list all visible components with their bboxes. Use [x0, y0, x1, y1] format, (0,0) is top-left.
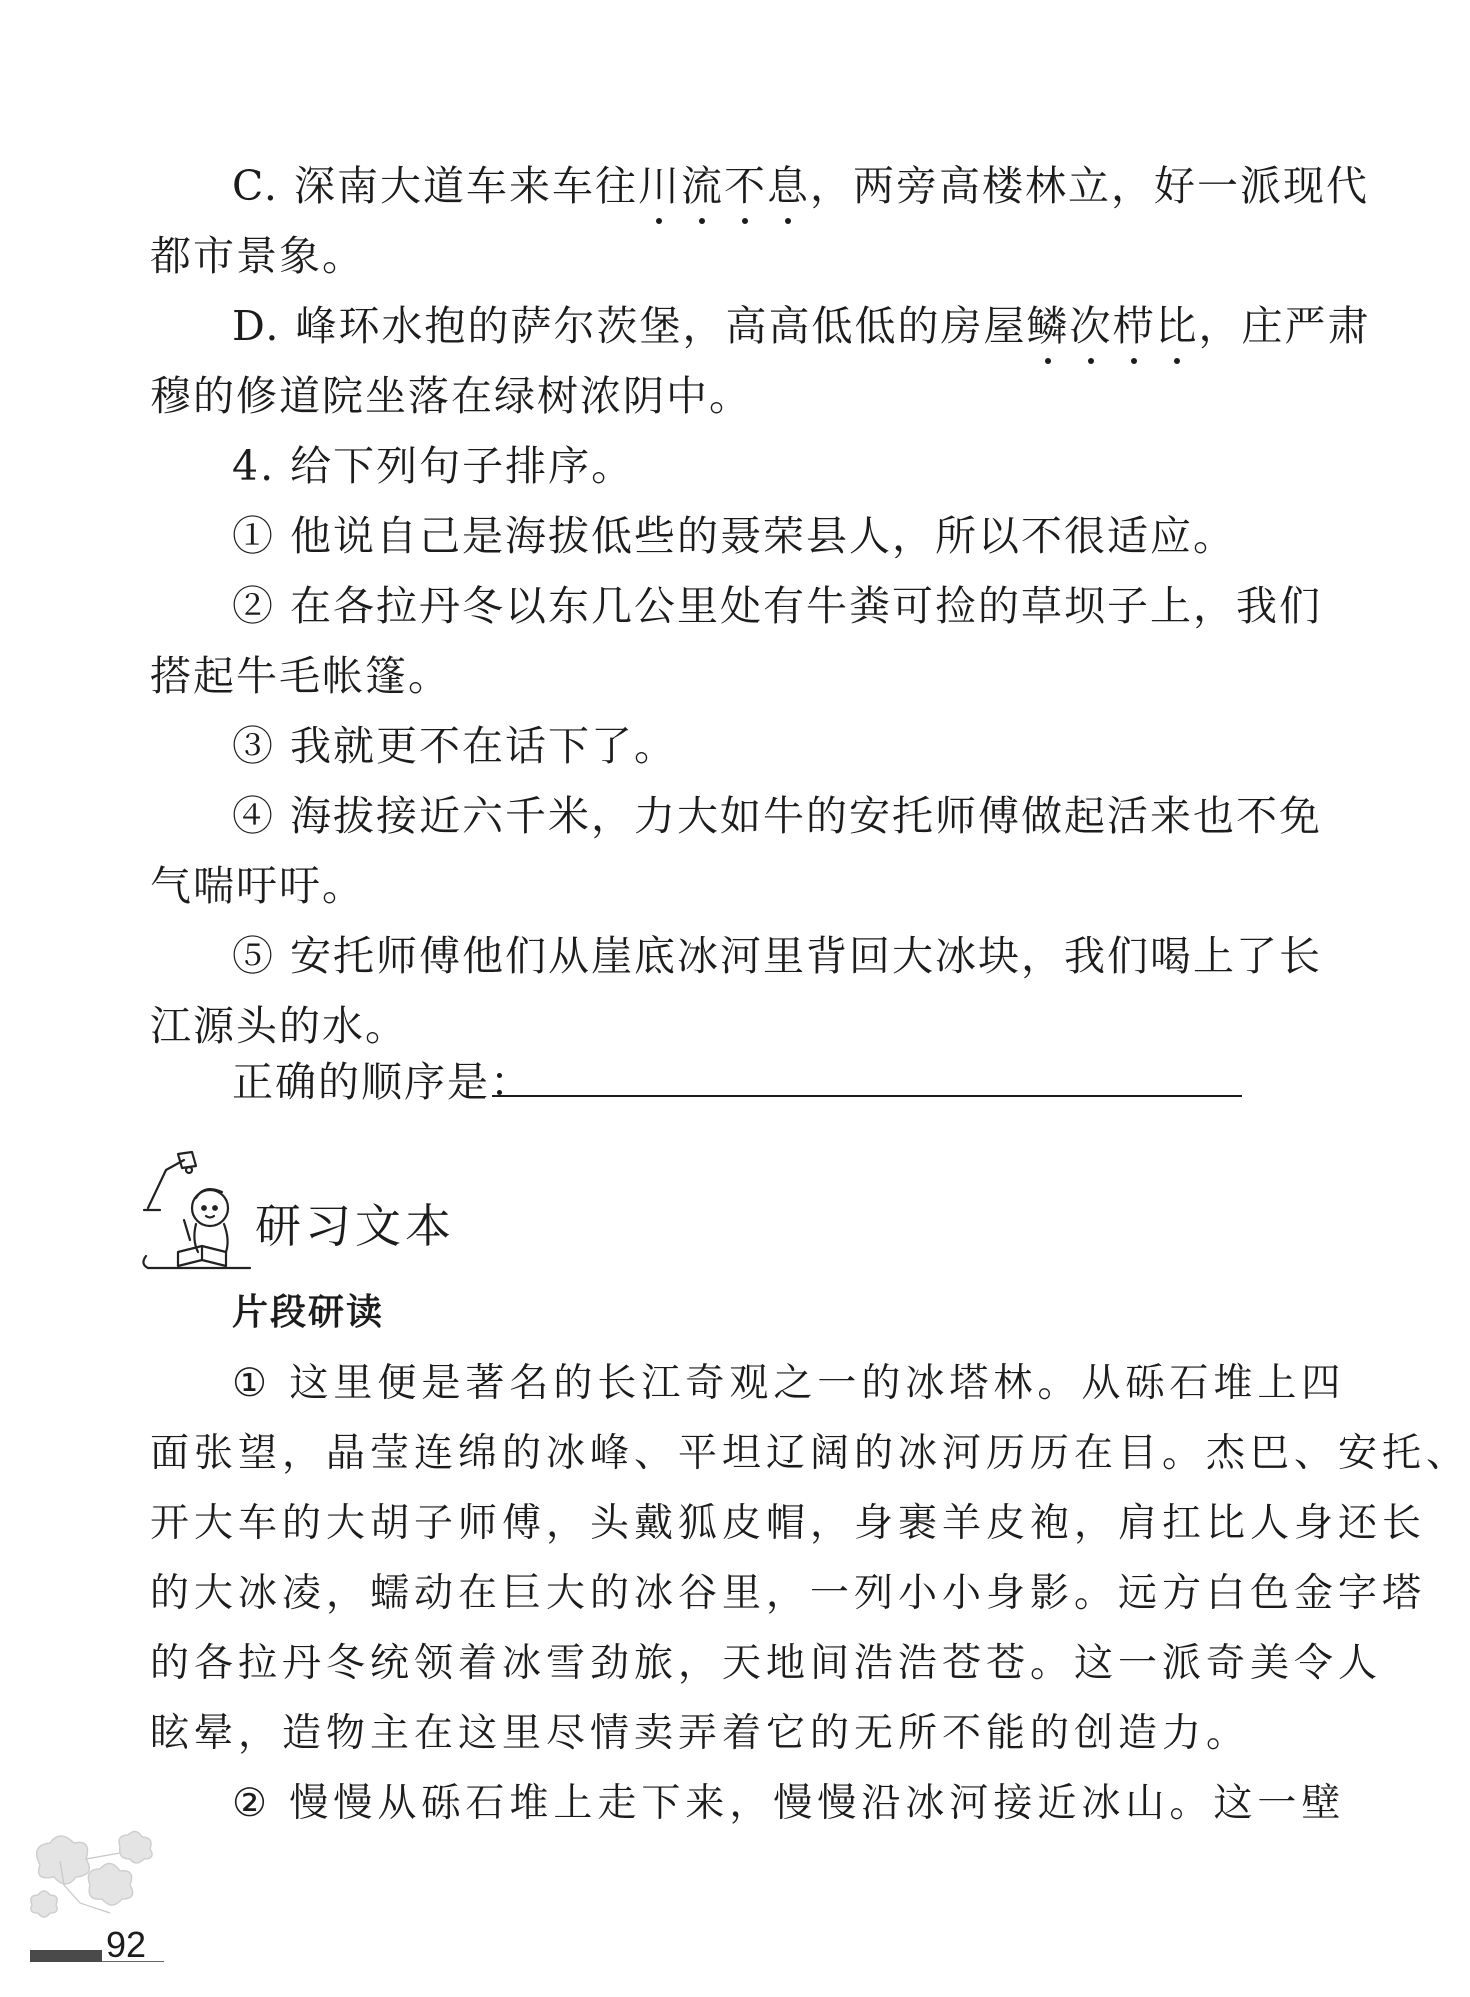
answer-blank-line[interactable]: [492, 1095, 1242, 1097]
option-d-text: D. 峰环水抱的萨尔茨堡，高高低低的房屋: [232, 302, 1027, 350]
subsection-title: 片段研读: [232, 1292, 385, 1333]
order-label: 正确的顺序是：: [232, 1058, 533, 1106]
sentence-4-line1: ④ 海拔接近六千米，力大如牛的安托师傅做起活来也不免: [232, 792, 1323, 840]
passage-line: 的各拉丹冬统领着冰雪劲旅，天地间浩浩苍苍。这一派奇美令人: [150, 1641, 1383, 1686]
sentence-5-line2: 江源头的水。: [150, 1002, 408, 1050]
passage-line: ① 这里便是著名的长江奇观之一的冰塔林。从砾石堆上四: [232, 1361, 1346, 1406]
option-d-text: ，庄严肃: [1198, 302, 1371, 350]
option-c-text: ，两旁高楼林立，好一派现代: [809, 162, 1369, 210]
passage-line: 的大冰凌，蠕动在巨大的冰谷里，一列小小身影。远方白色金字塔: [150, 1571, 1427, 1616]
dotted-char: 川: [637, 162, 681, 210]
sentence-4-line2: 气喘吁吁。: [150, 862, 365, 910]
sentence-5-line1: ⑤ 安托师傅他们从崖底冰河里背回大冰块，我们喝上了长: [232, 932, 1323, 980]
dotted-char: 息: [766, 162, 810, 210]
passage-line: 开大车的大胡子师傅，头戴狐皮帽，身裹羊皮袍，肩扛比人身还长: [150, 1501, 1427, 1546]
sentence-2-line1: ② 在各拉丹冬以东几公里处有牛粪可捡的草坝子上，我们: [232, 582, 1323, 630]
option-d-line1: [232, 302, 1371, 350]
sentence-2-line2: 搭起牛毛帐篷。: [150, 652, 451, 700]
passage-line: 面张望，晶莹连绵的冰峰、平坦辽阔的冰河历历在目。杰巴、安托、: [150, 1431, 1470, 1476]
dotted-char: 次: [1069, 302, 1113, 350]
reading-child-with-lamp-icon: [138, 1148, 262, 1272]
section-title: 研习文本: [255, 1199, 455, 1253]
option-c-line1: [232, 162, 1369, 210]
dotted-char: 鳞: [1026, 302, 1070, 350]
question-4: 4. 给下列句子排序。: [232, 442, 635, 490]
dotted-char: 不: [723, 162, 767, 210]
grape-leaf-decoration-icon: [20, 1825, 170, 1935]
dotted-char: 比: [1155, 302, 1199, 350]
passage-line: 眩晕，造物主在这里尽情卖弄着它的无所不能的创造力。: [150, 1711, 1251, 1756]
option-d-line2: 穆的修道院坐落在绿树浓阴中。: [150, 372, 752, 420]
sentence-3: ③ 我就更不在话下了。: [232, 722, 678, 770]
page-number: 92: [106, 1924, 147, 1965]
sentence-1: ① 他说自己是海拔低些的聂荣县人，所以不很适应。: [232, 512, 1237, 560]
passage-line: ② 慢慢从砾石堆上走下来，慢慢沿冰河接近冰山。这一壁: [232, 1781, 1346, 1826]
dotted-char: 流: [680, 162, 724, 210]
dotted-char: 栉: [1112, 302, 1156, 350]
page-number-bar: [30, 1950, 102, 1962]
option-c-text: C. 深南大道车来车往: [232, 162, 638, 210]
option-c-line2: 都市景象。: [150, 232, 365, 280]
